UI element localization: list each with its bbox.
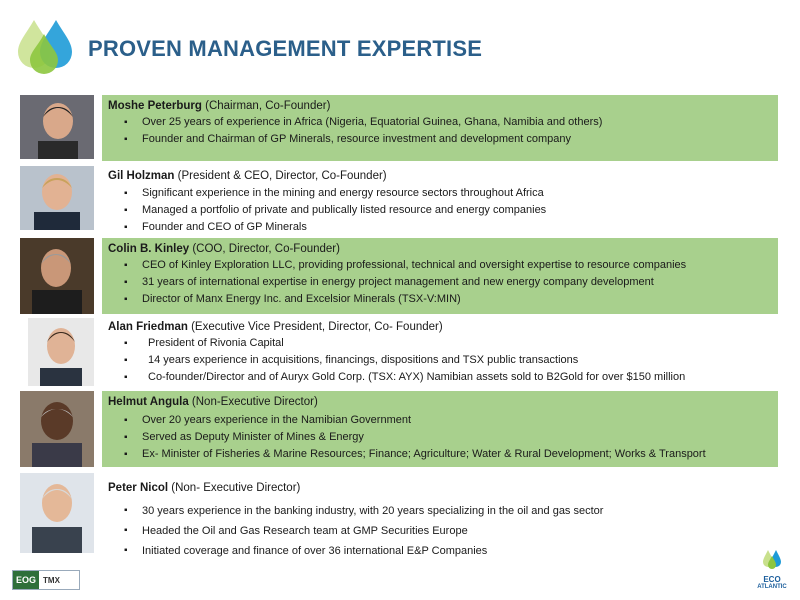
bullet-item: ▪ CEO of Kinley Exploration LLC, providing professional, technical and oversight expertise to resource companies — [108, 257, 772, 274]
bullet-list — [108, 501, 772, 561]
eco-atlantic-drops-logo — [14, 14, 76, 76]
bullet-item: ▪ Co-founder/Director and of Auryx Gold Corp. (TSX: AYX) Namibian assets sold to B2Gold for over $150 million — [108, 369, 772, 386]
bullet-item: ▪ Significant experience in the mining and energy resource sectors throughout Africa — [108, 185, 772, 202]
eog-badge — [13, 571, 39, 589]
person-name: Moshe Peterburg — [108, 100, 202, 112]
person-name-line — [108, 169, 772, 184]
bullet-item: ▪ President of Rivonia Capital — [108, 335, 772, 352]
person-role: (Chairman, Co-Founder) — [201, 100, 331, 112]
person-info-panel — [102, 95, 778, 161]
person-photo — [28, 318, 94, 386]
person-photo — [20, 238, 94, 314]
bullet-item: ▪ 14 years experience in acquisitions, financings, dispositions and TSX public transactions — [108, 352, 772, 369]
bullet-item: ▪ Over 20 years experience in the Namibian Government — [108, 412, 772, 429]
person-name-line — [108, 242, 772, 257]
person-photo — [20, 166, 94, 234]
bullet-item: ▪ Headed the Oil and Gas Research team at GMP Securities Europe — [108, 521, 772, 541]
person-role: (Executive Vice President, Director, Co- Founder) — [187, 321, 443, 333]
person-name: Alan Friedman — [108, 321, 188, 333]
bullet-list — [108, 257, 772, 308]
person-photo — [20, 473, 94, 553]
drops-icon — [762, 548, 782, 570]
eog-badge-text: EOG — [16, 575, 37, 585]
page-title: PROVEN MANAGEMENT EXPERTISE — [88, 36, 483, 61]
brand-name-bottom: ATLANTIC — [757, 584, 787, 590]
bullet-item: ▪ Founder and CEO of GP Minerals — [108, 219, 772, 236]
bullet-item: ▪ Over 25 years of experience in Africa (Nigeria, Equatorial Guinea, Ghana, Namibia and others) — [108, 114, 772, 131]
person-name: Gil Holzman — [108, 170, 175, 182]
bullet-list — [108, 185, 772, 236]
bullet-item: ▪ Served as Deputy Minister of Mines & Energy — [108, 429, 772, 446]
eco-atlantic-footer-logo — [754, 548, 790, 594]
person-info-panel — [102, 318, 778, 386]
person-name-line — [108, 481, 772, 496]
bullet-item: ▪ Founder and Chairman of GP Minerals, resource investment and development company — [108, 131, 772, 148]
person-name: Helmut Angula — [108, 396, 189, 408]
bullet-list — [108, 114, 772, 148]
person-info-panel — [102, 166, 778, 234]
person-role: (Non- Executive Director) — [168, 482, 301, 494]
person-photo — [20, 391, 94, 467]
bullet-item: ▪ Director of Manx Energy Inc. and Excelsior Minerals (TSX-V:MIN) — [108, 291, 772, 308]
person-info-panel — [102, 473, 778, 563]
bullet-item: ▪ Managed a portfolio of private and publically listed resource and energy companies — [108, 202, 772, 219]
bullet-item: ▪ Initiated coverage and finance of over 36 international E&P Companies — [108, 541, 772, 561]
person-info-panel — [102, 391, 778, 467]
bullet-item: ▪ 30 years experience in the banking industry, with 20 years specializing in the oil and gas sector — [108, 501, 772, 521]
bullet-list — [108, 412, 772, 463]
person-role: (President & CEO, Director, Co-Founder) — [174, 170, 387, 182]
person-role: (COO, Director, Co-Founder) — [189, 243, 340, 255]
person-name-line — [108, 99, 772, 114]
person-photo — [20, 95, 94, 161]
bullet-list — [108, 335, 772, 386]
eog-tsx-listing-logo — [12, 570, 80, 590]
brand-name-top: ECO — [763, 575, 781, 584]
bullet-item: ▪ 31 years of international expertise in energy project management and new energy company development — [108, 274, 772, 291]
person-name-line — [108, 320, 772, 335]
person-role: (Non-Executive Director) — [188, 396, 318, 408]
bullet-item: ▪ Ex- Minister of Fisheries & Marine Resources; Finance; Agriculture; Water & Rural Development; Works & Transport — [108, 446, 772, 463]
person-name-line — [108, 395, 772, 410]
person-info-panel — [102, 238, 778, 314]
person-name: Colin B. Kinley — [108, 243, 190, 255]
person-name: Peter Nicol — [108, 482, 169, 494]
tmx-logo-text: TMX — [43, 575, 60, 585]
